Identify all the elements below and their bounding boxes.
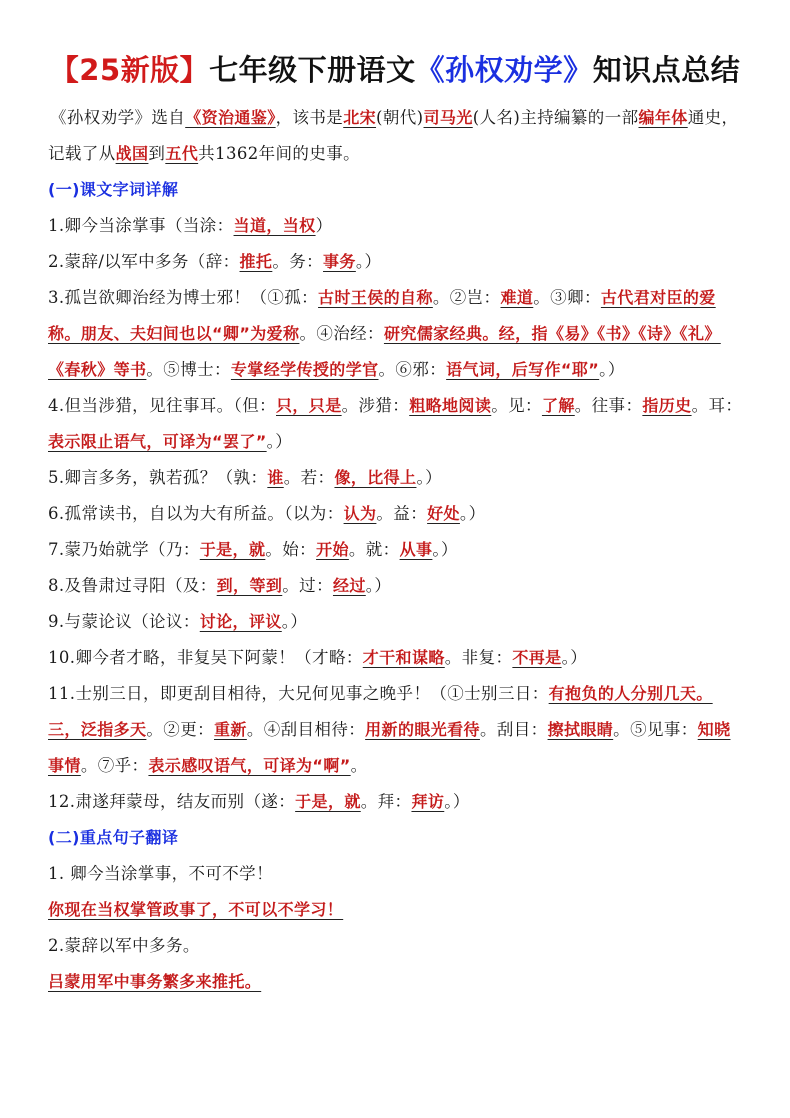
- vocab-item-4: [48, 388, 744, 460]
- title-edition: 【25新版】: [49, 53, 210, 87]
- item-answer: 语气词，后写作“耶”: [446, 360, 600, 379]
- item-text: 。过：: [282, 576, 333, 595]
- vocab-item-11: [48, 676, 744, 784]
- item-text: 7.蒙乃始就学（乃：: [48, 540, 200, 559]
- item-text: 。）: [355, 252, 382, 271]
- item-text: 。）: [444, 792, 470, 811]
- item-text: 1.卿今当涂掌事（当涂：: [48, 216, 234, 235]
- item-answer: 于是，就: [295, 792, 361, 811]
- intro-answer: 战国: [115, 144, 149, 163]
- section-heading-vocabulary: (一)课文字词详解: [48, 180, 179, 199]
- translation-answer: [48, 892, 744, 928]
- item-text: 。: [350, 756, 368, 775]
- item-answer: 表示限止语气，可译为“罢了”: [48, 432, 267, 451]
- item-answer: 知晓事情: [48, 720, 731, 775]
- item-answer: 有抱负的人分别几天。三，泛指多天: [48, 684, 713, 739]
- item-text: 。）: [416, 468, 443, 487]
- item-answer: 研究儒家经典。经，指《易》《书》《诗》《礼》《春秋》等书: [48, 324, 721, 379]
- item-answer: 古代君对臣的爱称。朋友、夫妇间也以“卿”为爱称: [48, 288, 716, 343]
- translation-answer: [48, 964, 744, 1000]
- item-answer: 表示感叹语气，可译为“啊”: [148, 756, 351, 775]
- item-text: 。始：: [265, 540, 317, 559]
- item-answer: 讨论，评议: [199, 612, 282, 631]
- intro-text: (朝代): [376, 108, 424, 127]
- item-text: 。耳：: [691, 396, 743, 415]
- item-answer: 才干和谋略: [362, 648, 445, 667]
- translation-answer-text: 你现在当权掌管政事了，不可以不学习！: [48, 900, 344, 919]
- item-text: 。涉猎：: [341, 396, 410, 415]
- intro-text: 《孙权劝学》选自: [50, 108, 186, 127]
- item-text: 。④刮目相待：: [246, 720, 366, 739]
- vocab-item-2: [48, 244, 744, 280]
- item-text: 。益：: [376, 504, 428, 523]
- item-text: 。②岂：: [432, 288, 501, 307]
- item-text: 2.蒙辞/以军中多务（辞：: [48, 252, 240, 271]
- item-text: 4.但当涉猎，见往事耳。（但：: [48, 396, 276, 415]
- item-text: 。）: [599, 360, 625, 379]
- item-answer: 于是，就: [199, 540, 266, 559]
- item-text: 。）: [432, 540, 458, 559]
- item-text: 。若：: [283, 468, 335, 487]
- item-answer: 专掌经学传授的学官: [230, 360, 379, 379]
- item-answer: 好处: [427, 504, 460, 523]
- intro-text: ，该书是: [275, 108, 344, 127]
- item-text: 10.卿今者才略，非复吴下阿蒙！（才略：: [48, 648, 363, 667]
- vocab-item-8: [48, 568, 744, 604]
- item-answer: 事务: [323, 252, 356, 271]
- item-text: 。②更：: [146, 720, 215, 739]
- item-answer: 经过: [332, 576, 366, 595]
- translation-source: 2.蒙辞以军中多务。: [48, 936, 200, 955]
- item-text: 6.孤常读书，自以为大有所益。（以为：: [48, 504, 344, 523]
- item-answer: 指历史: [642, 396, 692, 415]
- item-text: 。）: [459, 504, 486, 523]
- item-answer: 古时王侯的自称: [318, 288, 433, 307]
- vocab-item-6: [48, 496, 744, 532]
- item-answer: 到，等到: [216, 576, 283, 595]
- item-text: 3.孤岂欲卿治经为博士邪！（①孤：: [48, 288, 319, 307]
- page-title: [0, 48, 790, 89]
- item-answer: 重新: [214, 720, 247, 739]
- item-text: 。）: [266, 432, 293, 451]
- title-summary: 知识点总结: [592, 53, 741, 87]
- item-answer: 谁: [267, 468, 284, 487]
- intro-answer: 编年体: [638, 108, 688, 127]
- intro-answer: 《资治通鉴》: [185, 108, 276, 127]
- intro-text: 共1362年间的史事。: [198, 144, 361, 163]
- intro-answer: 司马光: [423, 108, 473, 127]
- vocab-item-12: [48, 784, 744, 820]
- item-text: 。④治经：: [299, 324, 384, 343]
- item-answer: 用新的眼光看待: [365, 720, 480, 739]
- vocab-item-5: [48, 460, 744, 496]
- item-text: 。）: [365, 576, 392, 595]
- item-text: 8.及鲁肃过寻阳（及：: [48, 576, 217, 595]
- translation-answer-text: 吕蒙用军中事务繁多来推托。: [48, 972, 262, 991]
- item-text: 。就：: [348, 540, 400, 559]
- item-text: 。刮目：: [479, 720, 548, 739]
- vocab-item-9: [48, 604, 744, 640]
- item-text: 。往事：: [574, 396, 643, 415]
- vocab-item-3: [48, 280, 744, 388]
- translation-source: 1. 卿今当涂掌事，不可不学！: [48, 864, 273, 883]
- item-answer: 只，只是: [276, 396, 342, 415]
- item-answer: 不再是: [512, 648, 562, 667]
- item-text: 5.卿言多务，孰若孤？（孰：: [48, 468, 268, 487]
- item-text: 。见：: [491, 396, 542, 415]
- intro-text: (人名)主持编纂的一部: [472, 108, 639, 127]
- intro-answer: 北宋: [343, 108, 377, 127]
- item-answer: 推托: [239, 252, 273, 271]
- vocab-item-1: [48, 208, 744, 244]
- item-answer: 粗略地阅读: [409, 396, 492, 415]
- item-text: 9.与蒙论议（论议：: [48, 612, 200, 631]
- item-text: 。）: [561, 648, 588, 667]
- title-grade: 七年级下册语文: [209, 53, 416, 87]
- item-answer: 从事: [399, 540, 433, 559]
- vocab-item-7: [48, 532, 744, 568]
- item-answer: 认为: [343, 504, 377, 523]
- intro-text: 通史，记载了从: [48, 108, 739, 163]
- item-text: 。⑤见事：: [613, 720, 698, 739]
- intro-text: 到: [148, 144, 166, 163]
- item-text: 。务：: [272, 252, 324, 271]
- item-text: 。③卿：: [533, 288, 601, 307]
- item-answer: 了解: [541, 396, 575, 415]
- item-answer: 难道: [500, 288, 534, 307]
- item-text: 12.肃遂拜蒙母，结友而别（遂：: [48, 792, 296, 811]
- item-text: 。非复：: [444, 648, 513, 667]
- item-text: 。）: [281, 612, 308, 631]
- intro-paragraph: [48, 100, 744, 172]
- intro-answer: 五代: [165, 144, 199, 163]
- item-text: 。⑤博士：: [146, 360, 231, 379]
- item-answer: 拜访: [411, 792, 445, 811]
- item-text: 。⑥邪：: [378, 360, 447, 379]
- item-answer: 开始: [316, 540, 349, 559]
- item-text: 。拜：: [360, 792, 412, 811]
- item-answer: 当道，当权: [233, 216, 316, 235]
- item-answer: 像，比得上: [334, 468, 417, 487]
- item-text: 11.士别三日，即更刮目相待，大兄何见事之晚乎！（①士别三日：: [48, 684, 549, 703]
- item-text: 。⑦乎：: [80, 756, 149, 775]
- section-heading-translation: (二)重点句子翻译: [48, 828, 179, 847]
- item-text: ）: [315, 216, 333, 235]
- vocab-item-10: [48, 640, 744, 676]
- item-answer: 擦拭眼睛: [547, 720, 614, 739]
- content: [48, 100, 744, 1000]
- title-lesson: 《孙权劝学》: [415, 53, 593, 87]
